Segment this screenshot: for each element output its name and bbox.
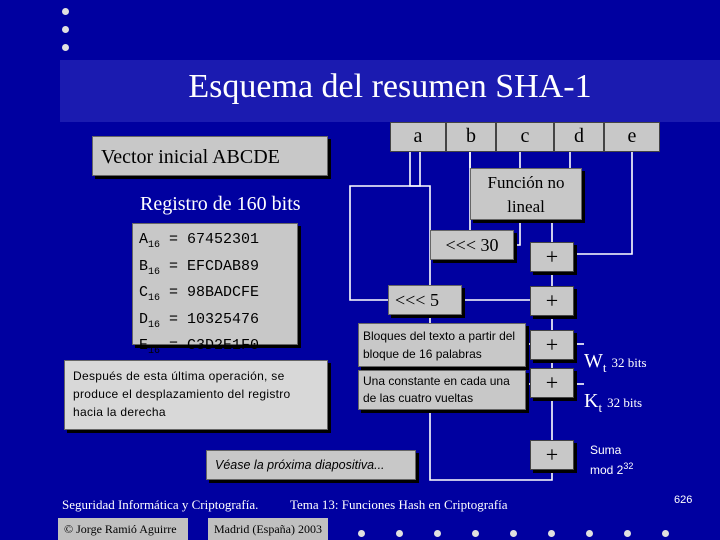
decor-dot <box>662 530 669 537</box>
register-row: $B_{16}$ = EFCDAB89 <box>139 257 260 278</box>
decor-dot <box>624 530 631 537</box>
adder-node: + <box>530 440 574 470</box>
decor-dot <box>510 530 517 537</box>
rotate-5-box: <<< 5 <box>388 285 462 315</box>
register-cell-a: a <box>390 122 446 152</box>
rotate-30-box: <<< 30 <box>430 230 514 260</box>
register-row: $E_{16} = C3D2E1F0$ <box>139 337 260 357</box>
register-cell-b: b <box>446 122 496 152</box>
register-cell-e: e <box>604 122 660 152</box>
decor-dot <box>396 530 403 537</box>
registers-label: Registro de 160 bits <box>140 193 301 215</box>
footer-topic: Tema 13: Funciones Hash en Criptografía <box>290 497 508 512</box>
slide-title: Esquema del resumen SHA-1 <box>188 68 592 105</box>
vector-initial-box: Vector inicial ABCDE <box>92 136 328 176</box>
register-row: $D_{16} = 10325476$ <box>139 310 260 331</box>
register-row: $C_{16}$ = 98BADCFE <box>139 284 260 304</box>
footer-course: Seguridad Informática y Criptografía. <box>62 497 259 512</box>
registers-box <box>132 223 298 357</box>
adder-node: + <box>530 286 574 316</box>
constant-box: Una constante en cada una de las cuatro vueltas <box>358 370 526 410</box>
decor-dot <box>472 530 479 537</box>
shift-note-box: Después de esta última operación, se produce el desplazamiento del registro hacia la derecha <box>64 360 328 430</box>
decor-dot <box>586 530 593 537</box>
sum-mod-label: Suma mod $2^{32}$ <box>590 443 634 477</box>
adder-node: + <box>530 368 574 398</box>
register-cell-c: c <box>496 122 554 152</box>
decor-dot <box>548 530 555 537</box>
decor-dot <box>434 530 441 537</box>
wt-label: $W_t$ 32 bits <box>584 350 647 375</box>
register-row: $A_{16} = 67452301$ <box>139 231 260 251</box>
nonlinear-function-box: Función no lineal <box>470 168 582 220</box>
footer-place: Madrid (España) 2003 <box>208 518 328 540</box>
kt-label: $K_t$ 32 bits <box>584 390 643 415</box>
see-next-slide-box: Véase la próxima diapositiva... <box>206 450 416 480</box>
adder-node: + <box>530 242 574 272</box>
footer-author: © Jorge Ramió Aguirre <box>58 518 188 540</box>
page-number: 626 <box>674 494 693 506</box>
register-cell-d: d <box>554 122 604 152</box>
adder-node: + <box>530 330 574 360</box>
decor-dot <box>358 530 365 537</box>
text-blocks-box: Bloques del texto a partir del bloque de 16 palabras <box>358 323 526 367</box>
